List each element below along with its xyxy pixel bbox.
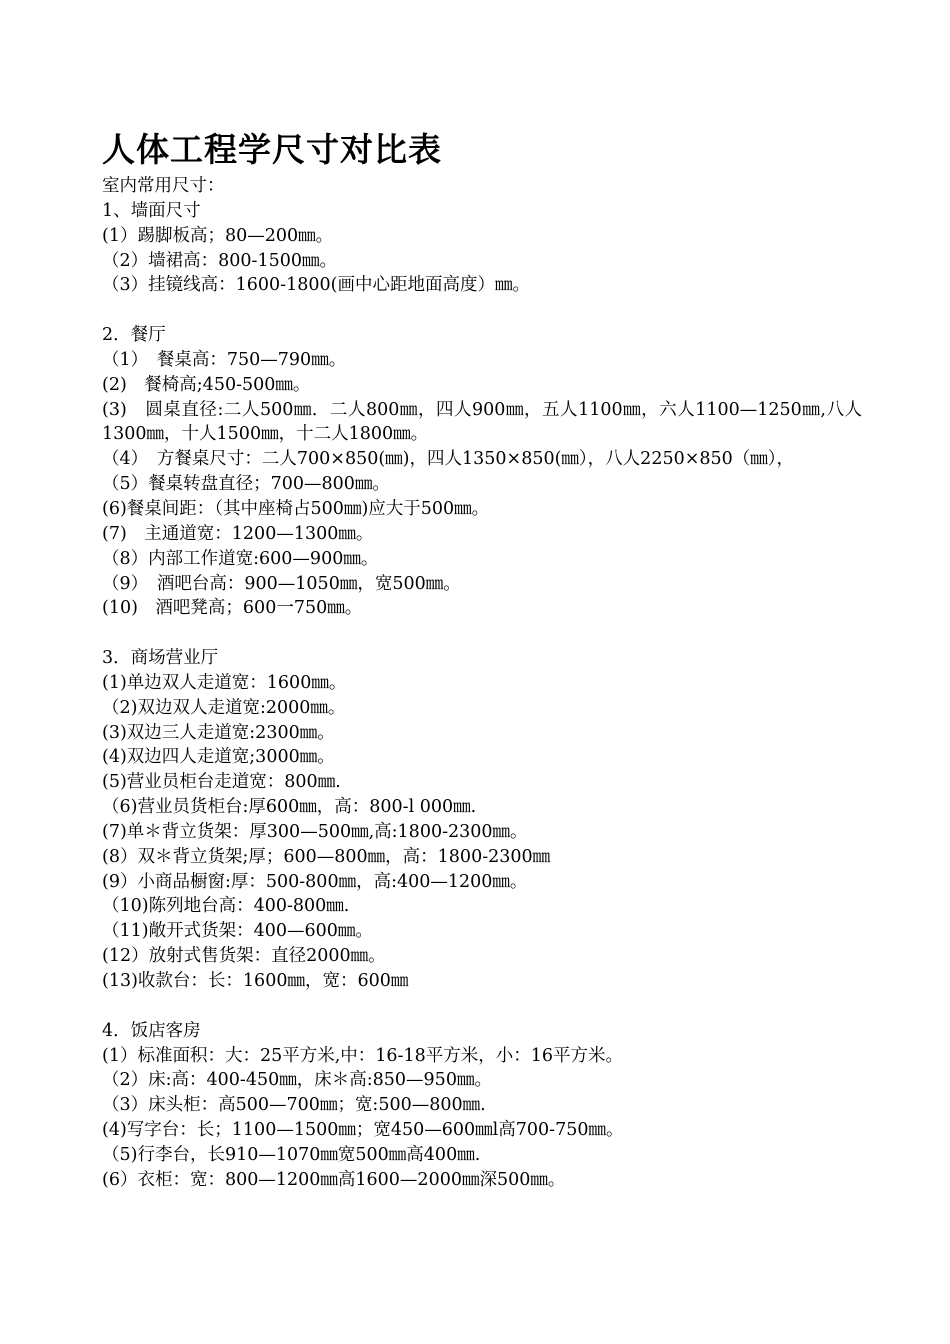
- section-hotel: [102, 1019, 862, 1193]
- list-item: (6）衣柜：宽：800—1200㎜高1600—2000㎜深500㎜。: [102, 1169, 566, 1190]
- intro-line: 室内常用尺寸：: [102, 176, 225, 196]
- list-item: (6)餐桌间距：（其中座椅占500㎜)应大于500㎜。: [102, 498, 490, 519]
- list-item: （3）床头柜：高500—700㎜；宽:500—800㎜.: [102, 1095, 486, 1116]
- section-heading: 1、墙面尺寸: [102, 200, 201, 221]
- list-item: （9） 酒吧台高：900—1050㎜，宽500㎜。: [102, 573, 461, 594]
- list-item: (7) 主通道宽：1200—1300㎜。: [102, 523, 374, 544]
- list-item: （6)营业员货柜台:厚600㎜，高：800-l 000㎜.: [102, 797, 477, 818]
- list-item: (3) 圆桌直径:二人500㎜．二人800㎜，四人900㎜，五人1100㎜，六人1100—1250㎜,八人1300㎜，十人1500㎜，十二人1800㎜。: [102, 399, 862, 445]
- list-item: (4)双边四人走道宽;3000㎜。: [102, 747, 335, 768]
- list-item: （5)行李台，长910—1070㎜宽500㎜高400㎜.: [102, 1144, 481, 1165]
- list-item: （10)陈列地台高：400-800㎜.: [102, 896, 350, 917]
- section-wall: [102, 199, 862, 298]
- list-item: (8）双＊背立货架;厚；600—800㎜，高：1800-2300㎜: [102, 846, 551, 867]
- section-heading: 2．餐厅: [102, 325, 166, 346]
- list-item: (3)双边三人走道宽:2300㎜。: [102, 722, 335, 743]
- list-item: （2)双边双人走道宽:2000㎜。: [102, 697, 346, 718]
- list-item: （4） 方餐桌尺寸：二人700×850(㎜)，四人1350×850(㎜），八人2250×850（㎜），: [102, 449, 795, 470]
- list-item: (4)写字台：长；1100—1500㎜；宽450—600㎜l高700-750㎜。: [102, 1120, 624, 1141]
- list-item: (1）踢脚板高；80—200㎜。: [102, 225, 334, 246]
- section-mall: [102, 646, 862, 994]
- list-item: (5)营业员柜台走道宽：800㎜.: [102, 772, 341, 793]
- list-item: （11)敞开式货架：400—600㎜。: [102, 921, 373, 942]
- list-item: (13)收款台：长：1600㎜，宽：600㎜: [102, 971, 409, 991]
- list-item: (1)单边双人走道宽：1600㎜。: [102, 672, 347, 693]
- list-item: （1） 餐桌高：750—790㎜。: [102, 349, 347, 370]
- section-heading: 3．商场营业厅: [102, 648, 219, 669]
- section-dining: [102, 323, 862, 621]
- list-item: (7)单＊背立货架：厚300—500㎜,高:1800-2300㎜。: [102, 821, 528, 842]
- list-item: （2）墙裙高：800-1500㎜。: [102, 250, 337, 271]
- list-item: （8）内部工作道宽:600—900㎜。: [102, 548, 379, 569]
- blank-line: [102, 621, 862, 646]
- section-heading: 4．饭店客房: [102, 1020, 201, 1041]
- list-item: (1）标准面积：大：25平方米,中：16-18平方米，小：16平方米。: [102, 1045, 624, 1066]
- list-item: （3）挂镜线高：1600-1800(画中心距地面高度）㎜。: [102, 275, 530, 296]
- list-item: (10) 酒吧凳高；600一750㎜。: [102, 598, 363, 619]
- document-title: 人体工程学尺寸对比表: [102, 130, 442, 169]
- blank-line: [102, 994, 862, 1019]
- blank-line: [102, 298, 862, 323]
- list-item: (9）小商品橱窗:厚：500-800㎜，高:400—1200㎜。: [102, 871, 528, 892]
- list-item: （5）餐桌转盘直径；700—800㎜。: [102, 474, 390, 495]
- list-item: (2) 餐椅高;450-500㎜。: [102, 374, 311, 395]
- list-item: (12）放射式售货架：直径2000㎜。: [102, 946, 386, 967]
- document-body: [102, 174, 862, 1193]
- list-item: （2）床:高：400-450㎜，床＊高:850—950㎜。: [102, 1070, 492, 1091]
